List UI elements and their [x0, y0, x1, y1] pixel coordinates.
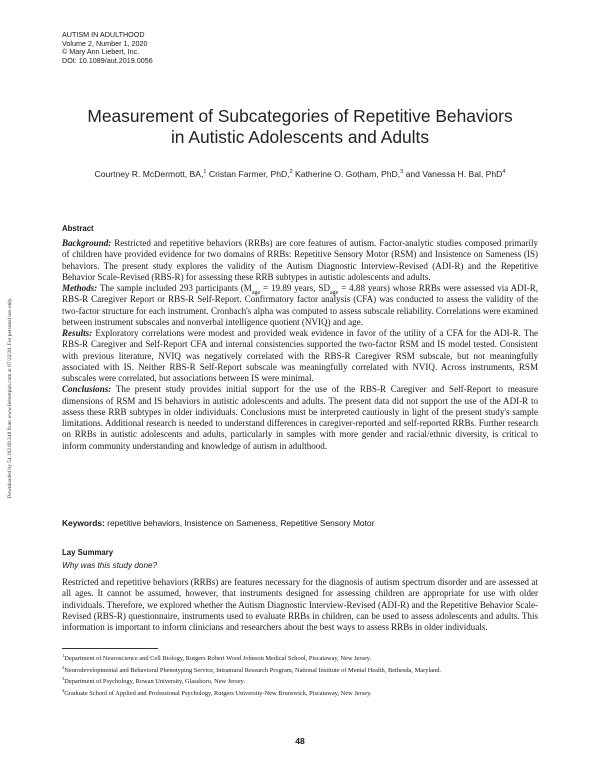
footnote-text: Department of Psychology, Rowan University, Glassboro, New Jersey.	[64, 678, 245, 686]
results-text: Exploratory correlations were modest and provided weak evidence in favor of the utility of a CFA for the ADI-R. The RBS-R Caregiver and Self-Report CFA and internal consistencies supported the two-factor RSM and IS model tested. Consistent with previous literature, NVIQ was negatively correlated with the RBS-R Caregiver RSM subscale, but not meaningfully associated with IS. Neither RBS-R Self-Report subscale was meaningfully correlated with NVIQ. Across instruments, RSM subscales were correlated, but associations between IS were minimal.	[62, 328, 538, 383]
background-text: Restricted and repetitive behaviors (RRBs) are core features of autism. Factor-analytic studies composed primarily of children have provided evidence for two domains of RRBs: Repetitive Sensory Motor (RSM) and Insistence on Sameness (IS) behaviors. The present study explores the validity of the Autism Diagnostic Interview-Revised (ADI-R) and the Repetitive Behavior Scale-Revised (RBS-R) for assessing these RRB subtypes in autistic adolescents and adults.	[62, 238, 539, 282]
methods-text-3: = 4.88 years) whose RRBs were assessed via ADI-R, RBS-R Caregiver Report or RBS-R Self-Report. Confirmatory factor analysis (CFA) was conducted to assess the validity of the two-factor structure for each instrument. Cronbach's alpha was computed to assess subscale reliability. Correlations were examined between instrument subscales and nonverbal intelligence quotient (NVIQ) and age.	[62, 283, 538, 327]
journal-name: AUTISM IN ADULTHOOD	[62, 30, 145, 39]
conclusions-text: The present study provides initial support for the use of the RBS-R Caregiver and Self-Report to measure dimensions of RSM and IS behaviors in autistic adolescents and adults. The present data did not support the use of the ADI-R to assess these RRB subtypes in older individuals. Conclusions must be interpreted cautiously in light of the present study's sample limitations. Additional research is needed to understand differences in caregiver-reported and self-reported RRBs. Further research on RRBs in autistic adolescents and adults, particularly in samples with more gender and racial/ethnic diversity, is critical to inform community understanding and knowledge of autism in adulthood.	[62, 384, 538, 451]
journal-volume: Volume 2, Number 1, 2020	[62, 38, 148, 48]
abstract-body	[62, 238, 538, 452]
footnote-divider	[62, 648, 158, 649]
conclusions-label: Conclusions:	[62, 384, 112, 395]
author-name: and Vanessa H. Bal, PhD	[405, 169, 503, 179]
author-affiliation: 1	[203, 169, 207, 176]
download-note: Downloaded by 54.162.69.248 from www.liebertpub.com at 07/22/20. For personal use only.	[7, 297, 13, 499]
title-line-1: Measurement of Subcategories of Repetitive Behaviors	[87, 106, 513, 126]
footnote-number: 2	[62, 664, 65, 670]
footnote	[62, 652, 538, 664]
methods-label: Methods:	[62, 283, 98, 293]
keywords-label: Keywords:	[62, 518, 105, 528]
journal-header	[62, 31, 153, 65]
keywords	[62, 518, 374, 528]
author-list	[40, 169, 560, 179]
article-title	[40, 106, 560, 148]
footnote	[62, 675, 538, 687]
journal-doi: DOI: 10.1089/aut.2019.0056	[62, 55, 153, 65]
title-line-2: in Autistic Adolescents and Adults	[170, 127, 430, 147]
methods-text-1: The sample included 293 participants (M	[99, 283, 252, 293]
footnote-text: Graduate School of Applied and Professional Psychology, Rutgers University-New Brunswick, Piscataway, New Jersey.	[64, 690, 372, 697]
journal-copyright: © Mary Ann Liebert, Inc.	[62, 47, 140, 57]
footnote	[62, 687, 538, 699]
footnote-text: Neurodevelopmental and Behavioral Phenotyping Service, Intramural Research Program, National Institute of Mental Health, Bethesda, Maryland.	[64, 666, 442, 674]
methods-subscript-1: age	[251, 289, 261, 296]
methods-text-2: = 19.89 years, SD	[260, 283, 330, 293]
footnote-number: 3	[62, 676, 65, 682]
lay-summary-text: Restricted and repetitive behaviors (RRBs) are features necessary for the diagnosis of autism spectrum disorder and are assessed at all ages. It cannot be assumed, however, that instruments designed for assessing children are appropriate for use with older individuals. Therefore, we explored whether the Autism Diagnostic Interview-Revised (ADI-R) and the Repetitive Behavior Scale-Revised (RBS-R) questionnaire, instruments used to evaluate RRBs in children, can be used to assess adolescents and adults. This information is important to inform clinicians and researchers about the best ways to assess RRBs in older individuals.	[62, 577, 538, 632]
lay-summary-heading: Lay Summary	[62, 548, 114, 557]
results-label: Results:	[62, 328, 93, 338]
footnote-number: 1	[62, 653, 65, 658]
page-number: 48	[295, 736, 305, 746]
methods-subscript-2: age	[330, 289, 339, 296]
footnote-number: 4	[62, 687, 65, 693]
keywords-text: repetitive behaviors, Insistence on Sameness, Repetitive Sensory Motor	[107, 518, 375, 528]
author-name: Courtney R. McDermott, BA,	[94, 169, 204, 179]
abstract-conclusions	[62, 384, 538, 452]
footnote-text: Department of Neuroscience and Cell Biology, Rutgers Robert Wood Johnson Medical School, Piscataway, New Jersey.	[64, 655, 372, 663]
abstract-results	[62, 328, 538, 384]
author-affiliation: 4	[502, 169, 506, 176]
abstract-background	[62, 238, 538, 283]
download-watermark	[4, 248, 16, 548]
lay-summary-question: Why was this study done?	[62, 561, 158, 570]
footnote	[62, 664, 538, 676]
abstract-methods	[62, 283, 538, 328]
abstract-heading: Abstract	[62, 224, 94, 233]
background-label: Background:	[62, 238, 112, 248]
author-name: Katherine O. Gotham, PhD,	[295, 169, 401, 179]
footnotes	[62, 652, 538, 699]
author-name: Cristan Farmer, PhD,	[208, 169, 290, 179]
author-affiliation: 3	[400, 169, 404, 176]
author-affiliation: 2	[289, 169, 293, 176]
